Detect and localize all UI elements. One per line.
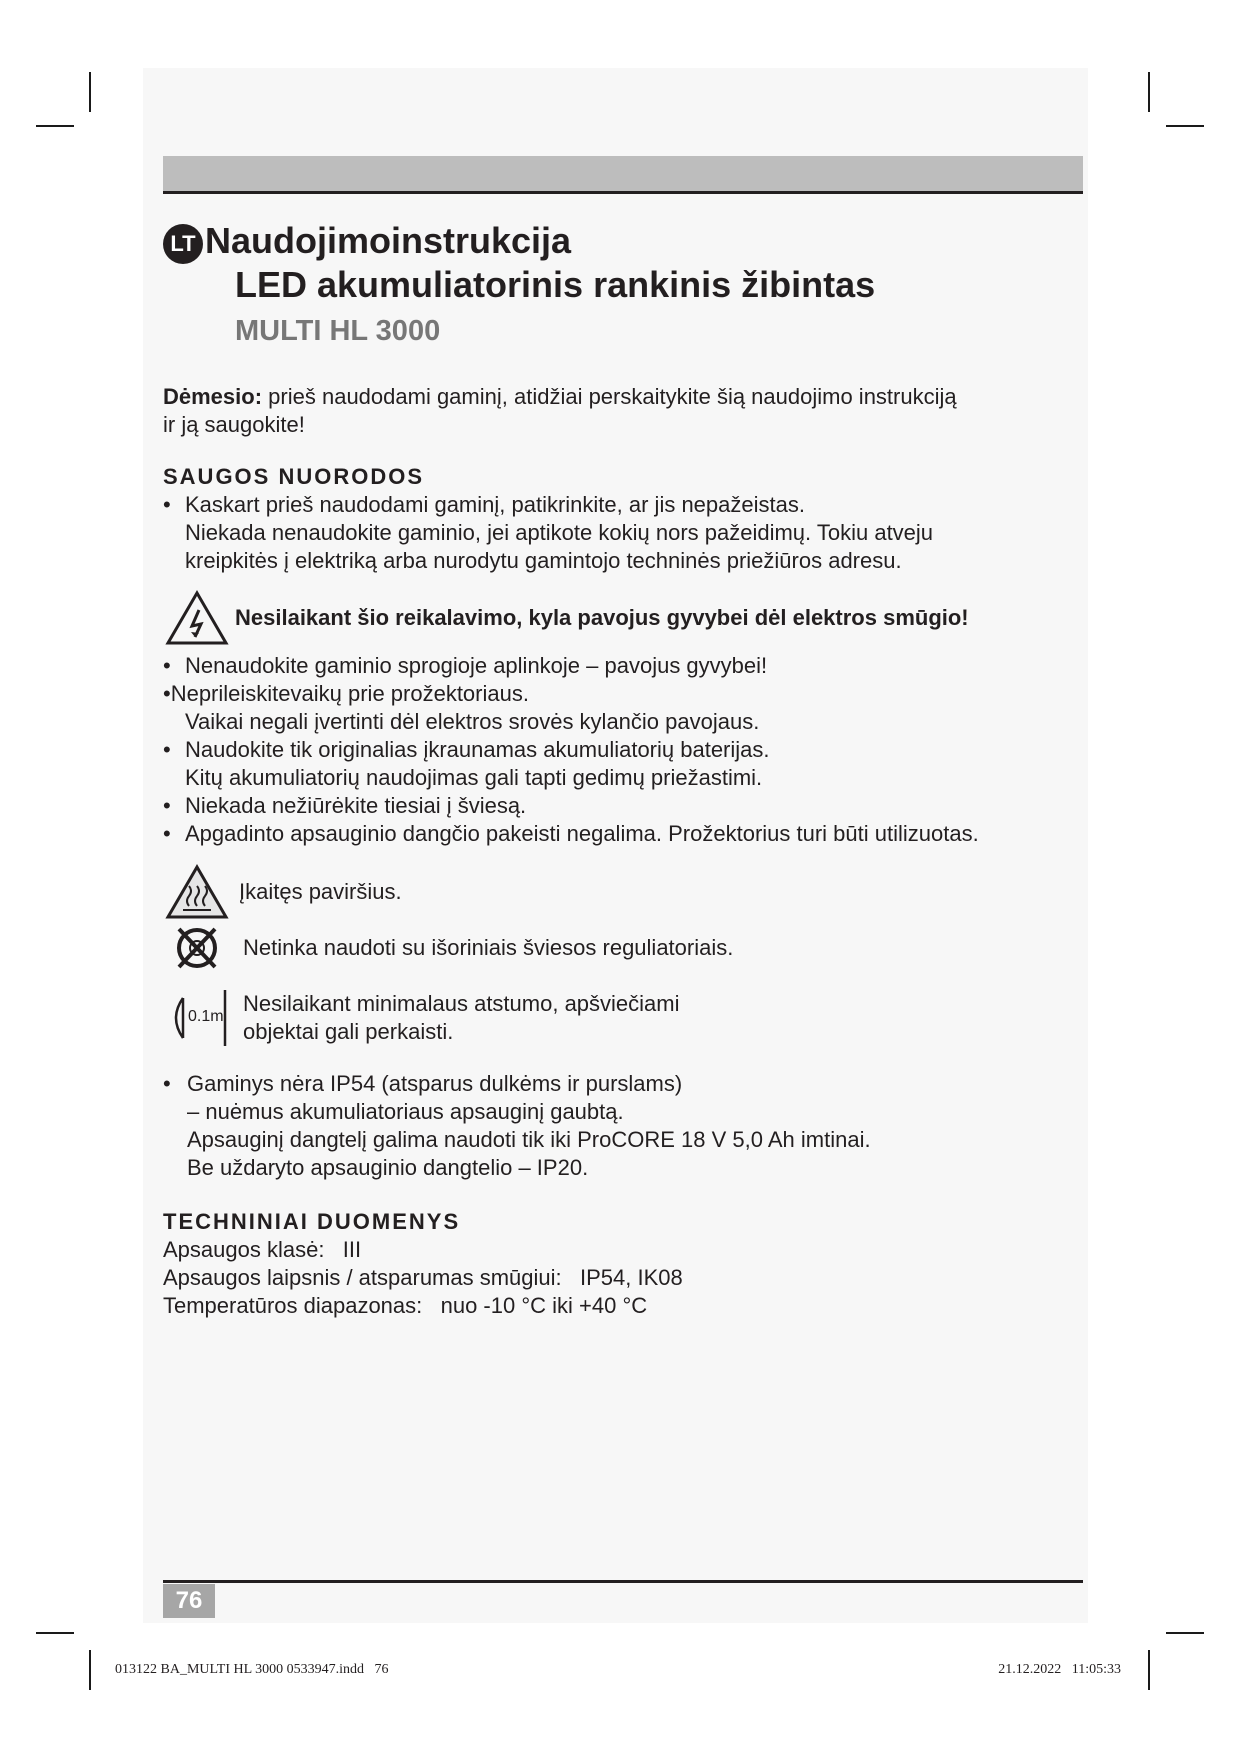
list-item-line: Niekada nenaudokite gaminio, jei aptikote kokių nors pažeidimų. Tokiu atveju xyxy=(185,520,934,545)
distance-line-2: objektai gali perkaisti. xyxy=(243,1019,454,1044)
list-item-line: Vaikai negali įvertinti dėl elektros srovės kylančio pavojaus. xyxy=(185,709,760,734)
crop-mark xyxy=(89,72,91,112)
list-item-line: •Neprileiskitevaikų prie prožektoriaus. xyxy=(163,681,529,706)
list-item-line: – nuėmus akumuliatoriaus apsauginį gaubtą. xyxy=(187,1099,624,1124)
header-band xyxy=(163,156,1083,192)
list-item-line: • Apgadinto apsauginio dangčio pakeisti negalima. Prožektorius turi būti utilizuotas. xyxy=(185,821,979,846)
list-item xyxy=(163,792,1083,820)
crop-mark xyxy=(1148,1650,1150,1690)
list-item-line: kreipkitės į elektriką arba nurodytu gamintojo techninės priežiūros adresu. xyxy=(185,548,902,573)
distance-icon-label: 0.1m xyxy=(188,1008,224,1025)
list-item xyxy=(163,491,1083,575)
header-rule xyxy=(163,191,1083,194)
list-item-line: • Nenaudokite gaminio sprogioje aplinkoje – pavojus gyvybei! xyxy=(185,653,768,678)
list-item xyxy=(163,680,1083,736)
tech-row: Apsaugos laipsnis / atsparumas smūgiui: IP54, IK08 xyxy=(163,1265,683,1290)
list-item xyxy=(163,820,1083,848)
title-line-2: LED akumuliatorinis rankinis žibintas xyxy=(235,264,876,305)
electric-hazard-icon xyxy=(163,588,231,648)
crop-mark xyxy=(36,1632,74,1634)
crop-mark xyxy=(1148,72,1150,112)
print-slug-file: 013122 BA_MULTI HL 3000 0533947.indd 76 xyxy=(115,1662,389,1677)
language-badge: LT xyxy=(163,224,203,264)
list-item-line: Kitų akumuliatorių naudojimas gali tapti gedimų priežastimi. xyxy=(185,765,763,790)
tech-section xyxy=(163,1208,1083,1320)
safety-section-2 xyxy=(163,652,1083,848)
list-item-line: • Naudokite tik originalias įkraunamas akumuliatorių baterijas. xyxy=(185,737,770,762)
safety-heading: SAUGOS NUORODOS xyxy=(163,464,425,489)
hot-surface-row xyxy=(163,862,402,922)
no-dimmer-row xyxy=(163,918,733,978)
safety-section-1 xyxy=(163,463,1083,575)
model-name: MULTI HL 3000 xyxy=(235,315,441,347)
electric-warning-row xyxy=(163,588,969,648)
list-item xyxy=(163,736,1083,792)
hot-surface-text: Įkaitęs paviršius. xyxy=(239,879,402,904)
distance-line-1: Nesilaikant minimalaus atstumo, apšviečiami xyxy=(243,991,680,1016)
page-number: 76 xyxy=(163,1584,215,1618)
crop-mark xyxy=(1166,125,1204,127)
minimum-distance-icon xyxy=(163,988,231,1048)
attention-label: Dėmesio: xyxy=(163,384,263,409)
ip-section xyxy=(163,1070,1083,1182)
print-slug-date: 21.12.2022 11:05:33 xyxy=(998,1662,1121,1677)
footer-rule xyxy=(163,1580,1083,1583)
list-item-line: • Gaminys nėra IP54 (atsparus dulkėms ir purslams) xyxy=(187,1071,683,1096)
distance-text xyxy=(243,990,680,1046)
attention-text-1: prieš naudodami gaminį, atidžiai perskaitykite šią naudojimo instrukciją xyxy=(268,384,957,409)
attention-text-2: ir ją saugokite! xyxy=(163,412,305,437)
tech-row: Temperatūros diapazonas: nuo -10 °C iki +40 °C xyxy=(163,1293,648,1318)
crop-mark xyxy=(89,1650,91,1690)
crop-mark xyxy=(1166,1632,1204,1634)
list-item-line: Be uždaryto apsauginio dangtelio – IP20. xyxy=(187,1155,589,1180)
distance-row xyxy=(163,988,680,1048)
no-dimmer-text: Netinka naudoti su išoriniais šviesos reguliatoriais. xyxy=(243,935,734,960)
list-item-line: Apsauginį dangtelį galima naudoti tik iki ProCORE 18 V 5,0 Ah imtinai. xyxy=(187,1127,871,1152)
tech-row: Apsaugos klasė: III xyxy=(163,1237,362,1262)
tech-heading: TECHNINIAI DUOMENYS xyxy=(163,1209,461,1234)
electric-warning-text: Nesilaikant šio reikalavimo, kyla pavojus gyvybei dėl elektros smūgio! xyxy=(235,605,969,630)
no-dimmer-icon xyxy=(163,918,231,978)
list-item xyxy=(163,652,1083,680)
list-item-line: • Niekada nežiūrėkite tiesiai į šviesą. xyxy=(185,793,527,818)
attention-block xyxy=(163,383,1083,439)
list-item-line: • Kaskart prieš naudodami gaminį, patikrinkite, ar jis nepažeistas. xyxy=(185,492,805,517)
title-line-1: Naudojimoinstrukcija xyxy=(205,220,572,261)
list-item xyxy=(163,1070,1083,1182)
crop-mark xyxy=(36,125,74,127)
hot-surface-icon xyxy=(163,862,231,922)
